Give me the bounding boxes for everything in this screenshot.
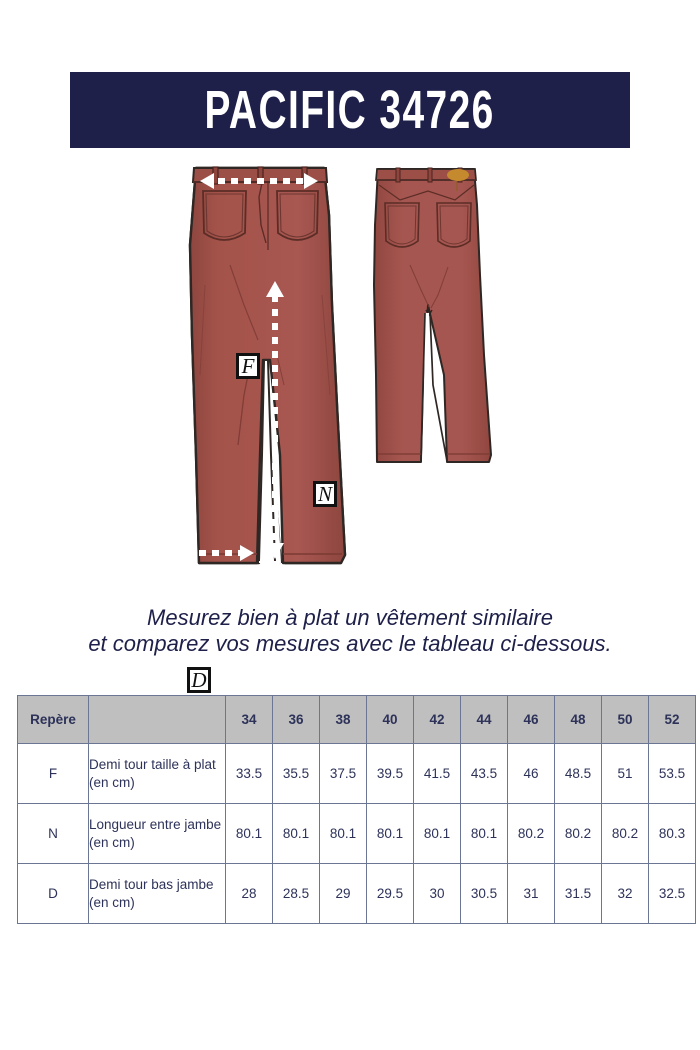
- brand-label-patch: [447, 169, 469, 181]
- table-row: [18, 744, 696, 804]
- row-value: 37.5: [320, 744, 367, 804]
- column-header-size-48: 48: [555, 696, 602, 744]
- row-value: 48.5: [555, 744, 602, 804]
- row-value: 43.5: [461, 744, 508, 804]
- row-value: 80.1: [273, 804, 320, 864]
- row-value: 80.2: [555, 804, 602, 864]
- row-code: D: [18, 864, 89, 924]
- row-value: 30.5: [461, 864, 508, 924]
- trousers-back-view: [374, 168, 491, 462]
- row-value: 80.1: [367, 804, 414, 864]
- size-table: [17, 695, 696, 924]
- measurement-marker-f: F: [236, 353, 260, 379]
- column-header-size-42: 42: [414, 696, 461, 744]
- row-description: Demi tour bas jambe (en cm): [89, 864, 226, 924]
- measurement-marker-d: D: [187, 667, 211, 693]
- row-description: Longueur entre jambe (en cm): [89, 804, 226, 864]
- column-header-size-46: 46: [508, 696, 555, 744]
- column-header-size-34: 34: [226, 696, 273, 744]
- column-header-repere: Repère: [18, 696, 89, 744]
- column-header-size-40: 40: [367, 696, 414, 744]
- row-value: 32.5: [649, 864, 696, 924]
- row-code: N: [18, 804, 89, 864]
- row-value: 30: [414, 864, 461, 924]
- row-value: 80.1: [461, 804, 508, 864]
- row-value: 80.1: [320, 804, 367, 864]
- row-value: 80.1: [414, 804, 461, 864]
- row-value: 51: [602, 744, 649, 804]
- row-value: 80.3: [649, 804, 696, 864]
- column-header-size-52: 52: [649, 696, 696, 744]
- table-row: [18, 804, 696, 864]
- row-value: 31.5: [555, 864, 602, 924]
- column-header-size-50: 50: [602, 696, 649, 744]
- column-header-size-38: 38: [320, 696, 367, 744]
- row-value: 35.5: [273, 744, 320, 804]
- row-code: F: [18, 744, 89, 804]
- row-value: 39.5: [367, 744, 414, 804]
- instruction-line-2: et comparez vos mesures avec le tableau ci-dessous.: [88, 631, 612, 656]
- row-value: 80.1: [226, 804, 273, 864]
- row-value: 29.5: [367, 864, 414, 924]
- instruction-line-1: Mesurez bien à plat un vêtement similaire: [147, 605, 553, 630]
- column-header-description: [89, 696, 226, 744]
- column-header-size-36: 36: [273, 696, 320, 744]
- row-value: 28.5: [273, 864, 320, 924]
- row-description: Demi tour taille à plat (en cm): [89, 744, 226, 804]
- measurement-marker-n: N: [313, 481, 337, 507]
- product-title-banner: [70, 72, 630, 148]
- row-value: 29: [320, 864, 367, 924]
- row-value: 53.5: [649, 744, 696, 804]
- page-title: PACIFIC 34726: [204, 80, 496, 140]
- row-value: 33.5: [226, 744, 273, 804]
- table-row: [18, 864, 696, 924]
- measuring-instructions: [0, 605, 700, 657]
- size-chart: [17, 695, 686, 924]
- row-value: 41.5: [414, 744, 461, 804]
- row-value: 46: [508, 744, 555, 804]
- row-value: 32: [602, 864, 649, 924]
- row-value: 80.2: [508, 804, 555, 864]
- row-value: 31: [508, 864, 555, 924]
- column-header-size-44: 44: [461, 696, 508, 744]
- size-table-head: [18, 696, 696, 744]
- row-value: 80.2: [602, 804, 649, 864]
- size-table-body: [18, 744, 696, 924]
- row-value: 28: [226, 864, 273, 924]
- table-header-row: [18, 696, 696, 744]
